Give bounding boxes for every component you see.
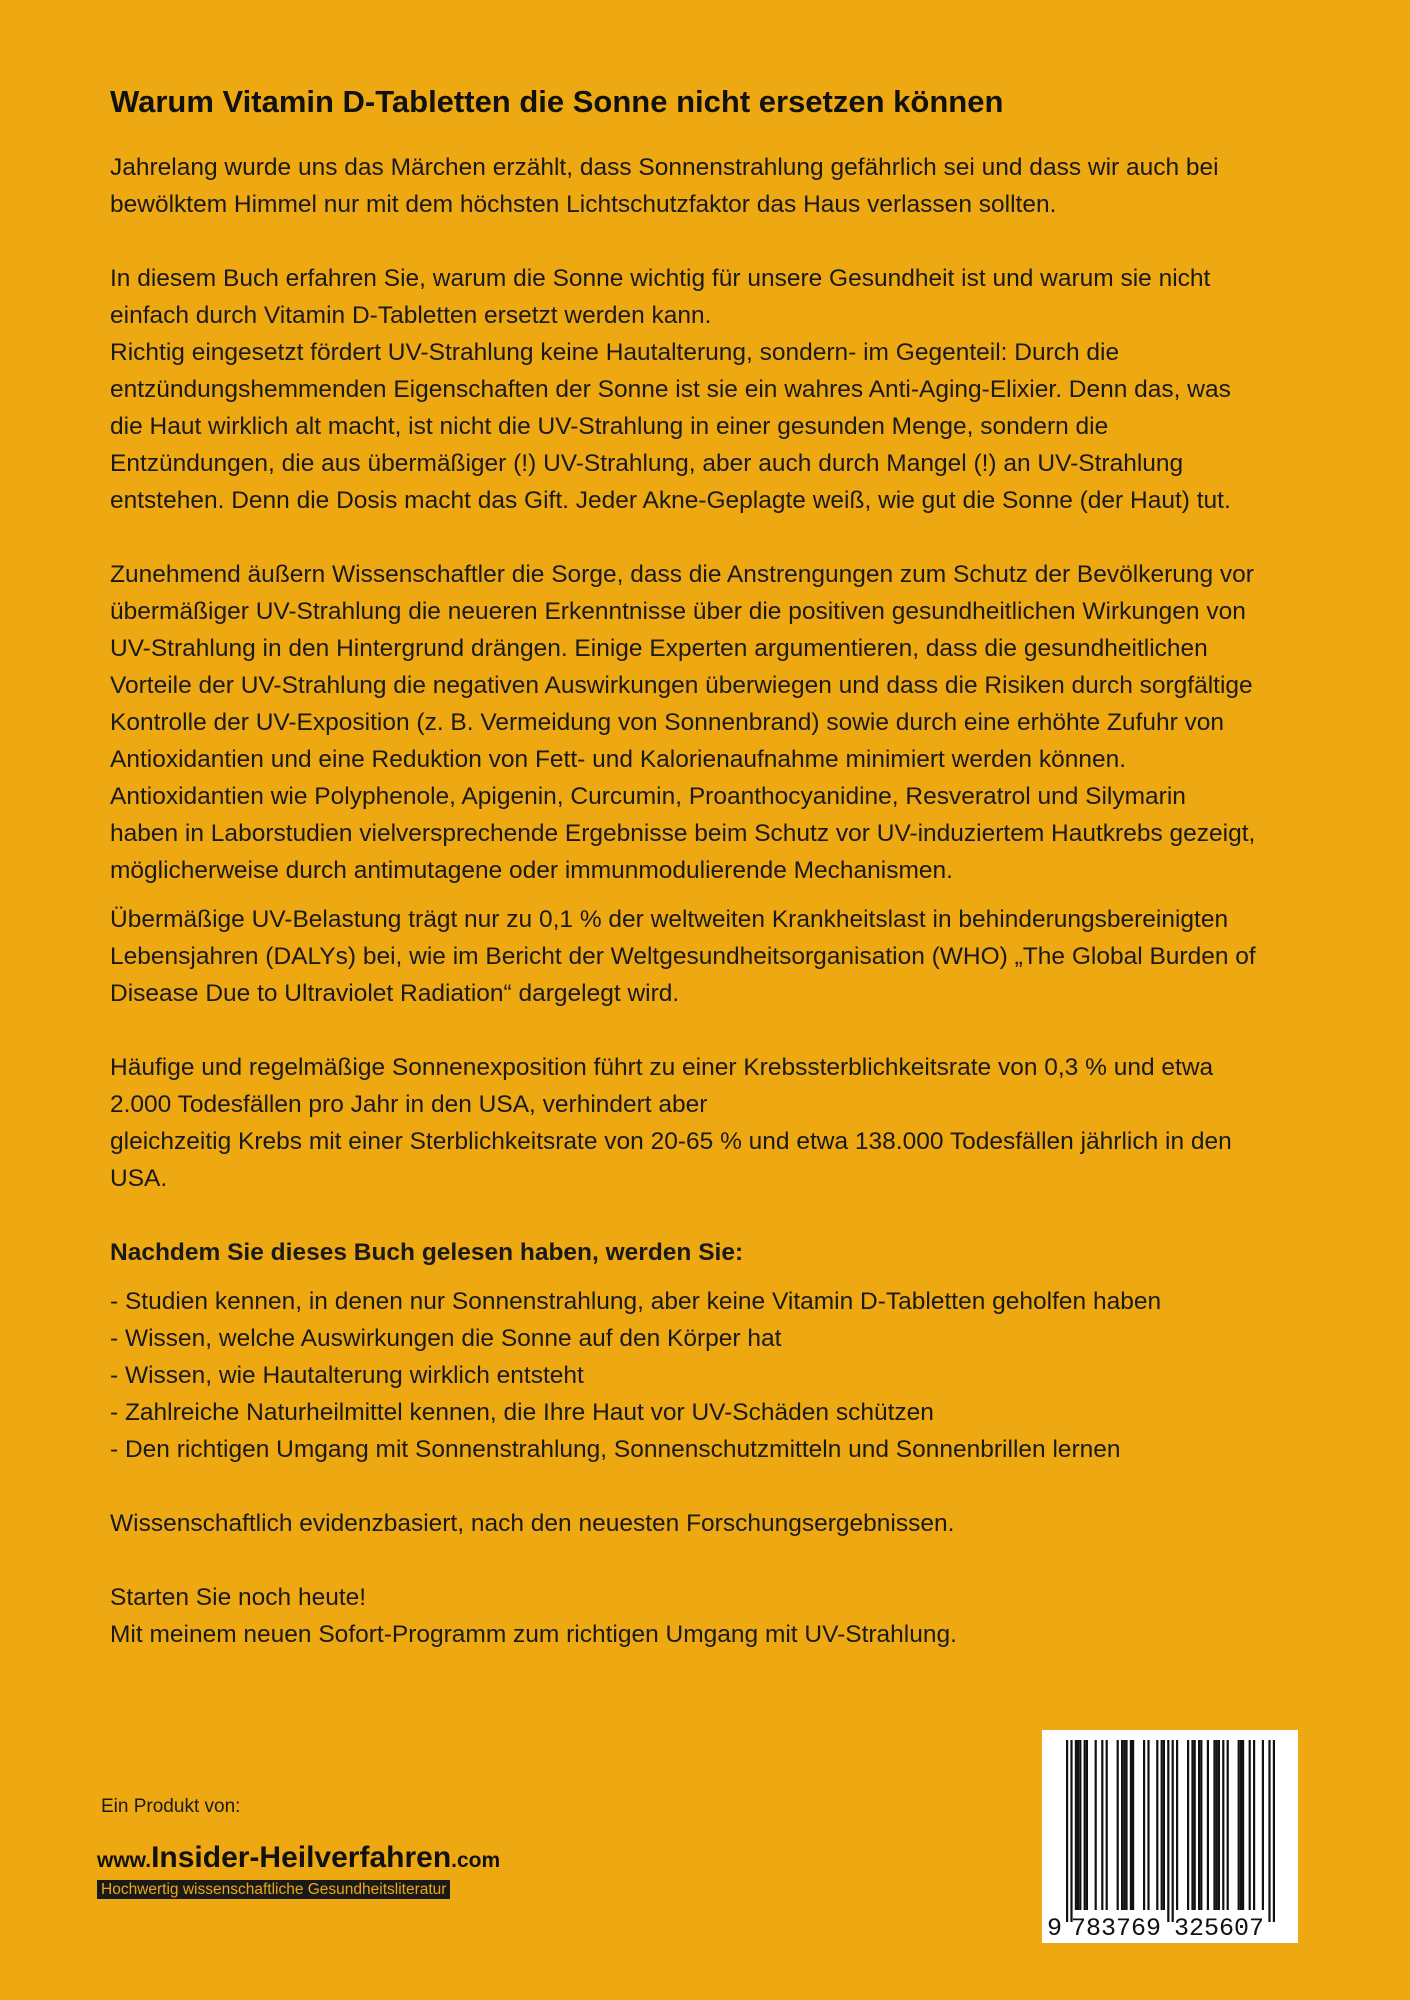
barcode-bar bbox=[1143, 1740, 1145, 1910]
page-title: Warum Vitamin D-Tabletten die Sonne nicht ersetzen können bbox=[110, 84, 1004, 119]
barcode-bar bbox=[1240, 1740, 1242, 1910]
barcode-first-digit: 9 bbox=[1047, 1914, 1063, 1943]
url-name: Insider-Heilverfahren bbox=[151, 1841, 452, 1874]
barcode-bar bbox=[1167, 1740, 1169, 1922]
list-item: - Wissen, welche Auswirkungen die Sonne auf den Körper hat bbox=[110, 1325, 782, 1352]
url-suffix: .com bbox=[451, 1849, 501, 1872]
barcode-bar bbox=[1117, 1740, 1119, 1910]
barcode-bar bbox=[1123, 1740, 1125, 1910]
barcode-bar bbox=[1242, 1740, 1244, 1910]
barcode-bar bbox=[1106, 1740, 1108, 1910]
barcode-bar bbox=[1101, 1740, 1103, 1910]
cta-line-1: Starten Sie noch heute! bbox=[110, 1584, 367, 1611]
mortality-paragraph-b: gleichzeitig Krebs mit einer Sterblichkeitsrate von 20-65 % und etwa 138.000 Todesfällen jährlich in den USA. bbox=[110, 1128, 1232, 1192]
barcode-bar bbox=[1207, 1740, 1209, 1910]
mortality-paragraph-a: Häufige und regelmäßige Sonnenexposition führt zu einer Krebssterblichkeitsrate von 0,3 % und etwa 2.000 Todesfällen pro Jahr in den USA, verhindert aber bbox=[110, 1054, 1214, 1118]
barcode-bar bbox=[1147, 1740, 1149, 1910]
barcode-bar bbox=[1125, 1740, 1127, 1910]
publisher-url bbox=[97, 1841, 517, 1880]
barcode-bar bbox=[1095, 1740, 1097, 1910]
cta-line-2: Mit meinem neuen Sofort-Programm zum richtigen Umgang mit UV-Strahlung. bbox=[110, 1621, 957, 1648]
barcode-bar bbox=[1161, 1740, 1163, 1910]
barcode-bar bbox=[1194, 1740, 1196, 1910]
barcode-bar bbox=[1216, 1740, 1218, 1910]
barcode-left-group: 783769 bbox=[1070, 1914, 1162, 1943]
barcode-bar bbox=[1218, 1740, 1220, 1910]
barcode-bar bbox=[1070, 1740, 1072, 1922]
anti-aging-paragraph: Richtig eingesetzt fördert UV-Strahlung keine Hautalterung, sondern- im Gegenteil: Durch die entzündungshemmenden Eigenschaften der Sonne ist sie ein wahres Anti-Aging-Elixier. Denn das, was die Haut wirklich alt macht, ist nicht die UV-Strahlung in einer gesunden Menge, sondern die Entzündungen, die aus übermäßiger (!) UV-Strahlung, aber auch durch Mangel (!) an UV-Strahlung entstehen. Denn die Dosis macht das Gift. Jeder Akne-Geplagte weiß, wie gut die Sonne (der Haut) tut. bbox=[110, 339, 1231, 514]
back-cover-text bbox=[110, 80, 1260, 1653]
barcode-bar bbox=[1163, 1740, 1165, 1910]
intro-paragraph: Jahrelang wurde uns das Märchen erzählt, dass Sonnenstrahlung gefährlich sei und dass wir auch bei bewölktem Himmel nur mit dem höchsten Lichtschutzfaktor das Haus verlassen sollten. bbox=[110, 154, 1219, 218]
barcode-bar bbox=[1227, 1740, 1229, 1910]
barcode-bar bbox=[1213, 1740, 1215, 1910]
barcode-bar bbox=[1075, 1740, 1077, 1910]
evidence-line: Wissenschaftlich evidenzbasiert, nach den neuesten Forschungsergebnissen. bbox=[110, 1510, 955, 1537]
barcode-bar bbox=[1222, 1740, 1224, 1910]
barcode-bar bbox=[1187, 1740, 1189, 1910]
barcode-bar bbox=[1273, 1740, 1275, 1922]
publisher-tagline: Hochwertig wissenschaftliche Gesundheitsliteratur bbox=[97, 1880, 450, 1899]
publisher-logo bbox=[97, 1795, 517, 1899]
barcode-bar bbox=[1200, 1740, 1202, 1910]
barcode-bar bbox=[1238, 1740, 1240, 1910]
barcode-bar bbox=[1262, 1740, 1264, 1910]
list-item: - Zahlreiche Naturheilmittel kennen, die Ihre Haut vor UV-Schäden schützen bbox=[110, 1399, 934, 1426]
barcode-bar bbox=[1198, 1740, 1200, 1910]
barcode-bar bbox=[1156, 1740, 1158, 1910]
benefits-heading: Nachdem Sie dieses Buch gelesen haben, werden Sie: bbox=[110, 1239, 744, 1266]
barcode-bar bbox=[1249, 1740, 1251, 1910]
who-paragraph: Übermäßige UV-Belastung trägt nur zu 0,1 % der weltweiten Krankheitslast in behinderungsbereinigten Lebensjahren (DALYs) bei, wie im Bericht der Weltgesundheitsorganisation (WHO) „The Global Burden of Disease Due to Ultraviolet Radiation“ dargelegt wird. bbox=[110, 906, 1256, 1007]
barcode-bar bbox=[1077, 1740, 1079, 1910]
barcode-bar bbox=[1132, 1740, 1134, 1910]
publisher-label: Ein Produkt von: bbox=[101, 1796, 241, 1817]
barcode-bar bbox=[1130, 1740, 1132, 1910]
barcode-bar bbox=[1121, 1740, 1123, 1910]
benefits-list bbox=[110, 1283, 1260, 1468]
barcode-bar bbox=[1191, 1740, 1193, 1910]
barcode-bar bbox=[1086, 1740, 1088, 1910]
isbn-barcode bbox=[1042, 1730, 1298, 1943]
barcode-bar bbox=[1084, 1740, 1086, 1910]
barcode-bar bbox=[1066, 1740, 1068, 1922]
list-item: - Wissen, wie Hautalterung wirklich entsteht bbox=[110, 1362, 584, 1389]
barcode-bars bbox=[1066, 1740, 1275, 1922]
barcode-graphic bbox=[1042, 1730, 1298, 1943]
barcode-right-group: 325607 bbox=[1173, 1914, 1265, 1943]
list-item: - Studien kennen, in denen nur Sonnenstrahlung, aber keine Vitamin D-Tabletten geholfen haben bbox=[110, 1288, 1162, 1315]
barcode-bar bbox=[1176, 1740, 1178, 1910]
barcode-bar bbox=[1079, 1740, 1081, 1910]
barcode-bar bbox=[1253, 1740, 1255, 1910]
book-purpose-paragraph: In diesem Buch erfahren Sie, warum die Sonne wichtig für unsere Gesundheit ist und warum sie nicht einfach durch Vitamin D-Tabletten ersetzt werden kann. bbox=[110, 265, 1211, 329]
research-paragraph: Zunehmend äußern Wissenschaftler die Sorge, dass die Anstrengungen zum Schutz der Bevölkerung vor übermäßiger UV-Strahlung die neueren Erkenntnisse über die positiven gesundheitlichen Wirkungen von UV-Strahlung in den Hintergrund drängen. Einige Experten argumentieren, dass die gesundheitlichen Vorteile der UV-Strahlung die negativen Auswirkungen überwiegen und dass die Risiken durch sorgfältige Kontrolle der UV-Exposition (z. B. Vermeidung von Sonnenbrand) sowie durch eine erhöhte Zufuhr von Antioxidantien und eine Reduktion von Fett- und Kalorienaufnahme minimiert werden können. Antioxidantien wie Polyphenole, Apigenin, Curcumin, Proanthocyanidine, Resveratrol und Silymarin haben in Laborstudien vielversprechende Ergebnisse beim Schutz vor UV-induziertem Hautkrebs gezeigt, möglicherweise durch antimutagene oder immunmodulierende Mechanismen. bbox=[110, 561, 1256, 884]
barcode-bar bbox=[1268, 1740, 1270, 1922]
list-item: - Den richtigen Umgang mit Sonnenstrahlung, Sonnenschutzmitteln und Sonnenbrillen lernen bbox=[110, 1436, 1121, 1463]
barcode-bar bbox=[1172, 1740, 1174, 1922]
url-prefix: www. bbox=[97, 1849, 152, 1872]
